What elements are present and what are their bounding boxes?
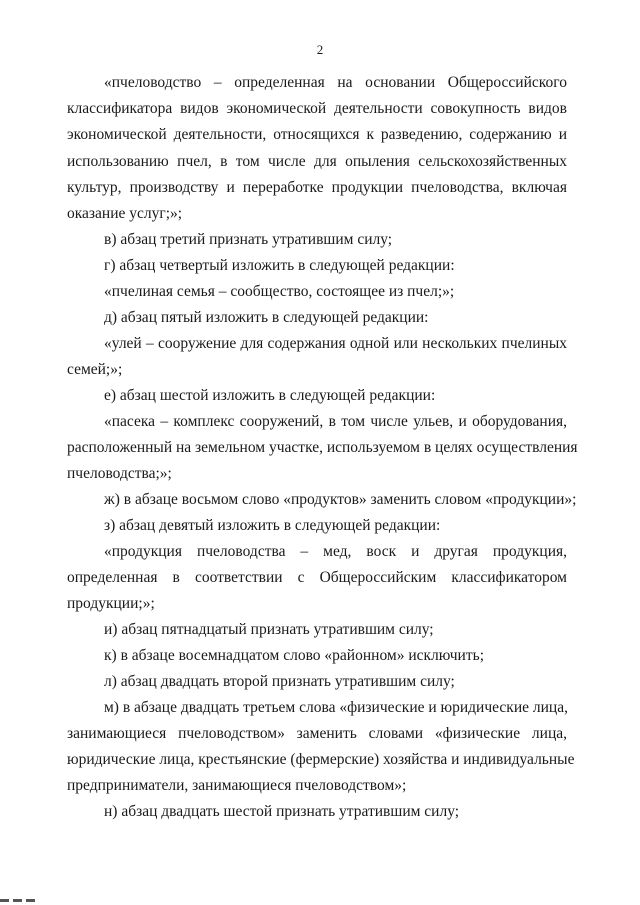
text-line: «пчелиная семья – сообщество, состоящее из пчел;»; [104,283,455,300]
text-line: д) абзац пятый изложить в следующей редакции: [104,309,429,326]
text-line: ж) в абзаце восьмом слово «продуктов» заменить словом «продукции»; [104,491,577,508]
text-line: использованию пчел, в том числе для опыления сельскохозяйственных [67,153,567,170]
text-line: з) абзац девятый изложить в следующей редакции: [104,517,441,534]
page-number: 2 [316,42,324,57]
text-line: в) абзац третий признать утратившим силу; [104,231,393,248]
text-line: определенная в соответствии с Общероссийским классификатором [67,569,567,586]
text-line: классификатора видов экономической деятельности совокупность видов [67,100,567,117]
text-line: юридические лица, крестьянские (фермерские) хозяйства и индивидуальные [67,751,575,768]
text-line: расположенный на земельном участке, используемом в целях осуществления [67,439,578,456]
text-line: г) абзац четвертый изложить в следующей редакции: [104,257,455,274]
text-line: экономической деятельности, относящихся к разведению, содержанию и [67,126,567,143]
text-line: н) абзац двадцать шестой признать утратившим силу; [104,803,460,820]
text-line: «улей – сооружение для содержания одной или нескольких пчелиных [104,335,567,352]
text-line: «продукция пчеловодства – мед, воск и другая продукция, [104,543,567,560]
text-line: и) абзац пятнадцатый признать утратившим силу; [104,621,434,638]
text-line: «пчеловодство – определенная на основании Общероссийского [104,74,567,91]
text-line: к) в абзаце восемнадцатом слово «районном» исключить; [104,647,484,664]
text-line: предприниматели, занимающиеся пчеловодством»; [67,777,407,794]
text-line: семей;»; [67,361,123,378]
text-line: пчеловодства;»; [67,465,172,482]
text-line: оказание услуг;»; [67,205,183,222]
text-line: е) абзац шестой изложить в следующей редакции: [104,387,436,404]
scan-edge-mark [0,899,36,902]
text-line: м) в абзаце двадцать третьем слова «физические и юридические лица, [104,699,568,716]
text-line: занимающиеся пчеловодством» заменить словами «физические лица, [67,725,567,742]
text-line: л) абзац двадцать второй признать утратившим силу; [104,673,455,690]
text-line: продукции;»; [67,595,155,612]
text-line: культур, производству и переработке продукции пчеловодства, включая [67,179,567,196]
text-line: «пасека – комплекс сооружений, в том числе ульев, и оборудования, [104,413,567,430]
